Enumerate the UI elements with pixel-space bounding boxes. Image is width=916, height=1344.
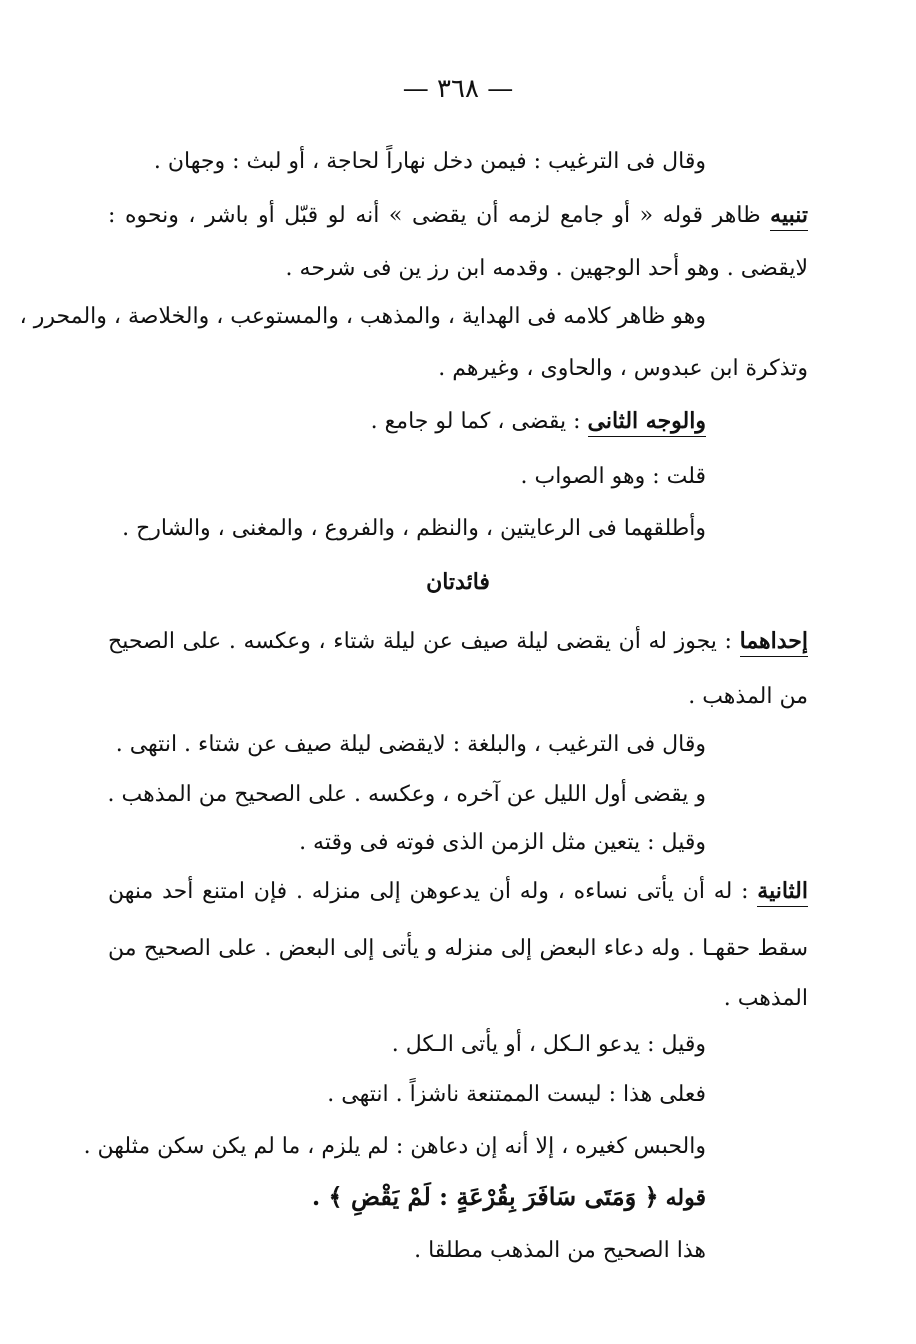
text-line — [108, 252, 808, 286]
text-line — [19, 300, 706, 334]
section-keyword: قوله — [665, 1185, 706, 1211]
text-line — [108, 198, 808, 233]
text-line — [108, 460, 706, 494]
line-text: : يقضى ، كما لو جامع . — [370, 409, 581, 434]
line-text: و يقضى أول الليل عن آخره ، وعكسه . على الصحيح من المذهب . — [107, 782, 706, 807]
text-line — [108, 404, 706, 439]
section-heading — [0, 565, 916, 599]
section-keyword: الثانية — [757, 878, 808, 907]
line-text: من المذهب . — [688, 684, 808, 709]
text-line — [108, 1180, 706, 1216]
line-text: سقط حقهـا . وله دعاء البعض إلى منزله و يأتى إلى البعض . على الصحيح من — [108, 936, 808, 961]
line-text: وقيل : يتعين مثل الزمن الذى فوته فى وقته . — [299, 830, 706, 855]
line-text: ظاهر قوله « أو جامع لزمه أن يقضى » أنه لو قبّل أو باشر ، ونحوه : — [108, 203, 761, 228]
quoted-text: ﴿ وَمَتَى سَافَرَ بِقُرْعَةٍ : لَمْ يَقْضِ ﴾ . — [311, 1182, 659, 1211]
section-keyword: تنبيه — [770, 202, 808, 231]
line-text: المذهب . — [723, 986, 808, 1011]
section-keyword: إحداهما — [740, 628, 808, 657]
text-line — [108, 982, 808, 1016]
line-text: فعلى هذا : ليست الممتنعة ناشزاً . انتهى . — [327, 1082, 706, 1107]
text-line — [108, 145, 706, 179]
text-line — [108, 680, 808, 714]
text-line — [108, 826, 706, 860]
line-text: وقال فى الترغيب ، والبلغة : لايقضى ليلة صيف عن شتاء . انتهى . — [115, 732, 706, 757]
text-line — [108, 874, 808, 909]
line-text: : له أن يأتى نساءه ، وله أن يدعوهن إلى منزله . فإن امتنع أحد منهن — [108, 879, 749, 904]
line-text: وقيل : يدعو الـكل ، أو يأتى الـكل . — [391, 1032, 706, 1057]
line-text: وهو ظاهر كلامه فى الهداية ، والمذهب ، والمستوعب ، والخلاصة ، والمحرر ، — [19, 304, 706, 329]
line-text: وقال فى الترغيب : فيمن دخل نهاراً لحاجة ، أو لبث : وجهان . — [153, 149, 706, 174]
text-line — [108, 1028, 706, 1062]
line-text: وتذكرة ابن عبدوس ، والحاوى ، وغيرهم . — [438, 356, 808, 381]
text-line — [108, 624, 808, 659]
line-text: : يجوز له أن يقضى ليلة صيف عن ليلة شتاء ، وعكسه . على الصحيح — [108, 629, 732, 654]
text-line — [108, 512, 706, 546]
line-text: وأطلقهما فى الرعايتين ، والنظم ، والفروع ، والمغنى ، والشارح . — [122, 516, 706, 541]
section-keyword: والوجه الثانى — [588, 408, 706, 437]
line-text: هذا الصحيح من المذهب مطلقا . — [414, 1238, 706, 1263]
line-text: قلت : وهو الصواب . — [520, 464, 706, 489]
text-line — [108, 778, 706, 812]
heading-text: فائدتان — [426, 569, 490, 595]
text-line — [108, 932, 808, 966]
text-line — [108, 1234, 706, 1268]
line-text: لايقضى . وهو أحد الوجهين . وقدمه ابن رز ين فى شرحه . — [285, 256, 808, 281]
text-line — [108, 1078, 706, 1112]
line-text: والحبس كغيره ، إلا أنه إن دعاهن : لم يلزم ، ما لم يكن سكن مثلهن . — [83, 1134, 706, 1159]
text-line — [108, 352, 808, 386]
text-line — [108, 728, 706, 762]
text-line — [83, 1130, 706, 1164]
page-number: — ٣٦٨ — — [402, 74, 514, 104]
